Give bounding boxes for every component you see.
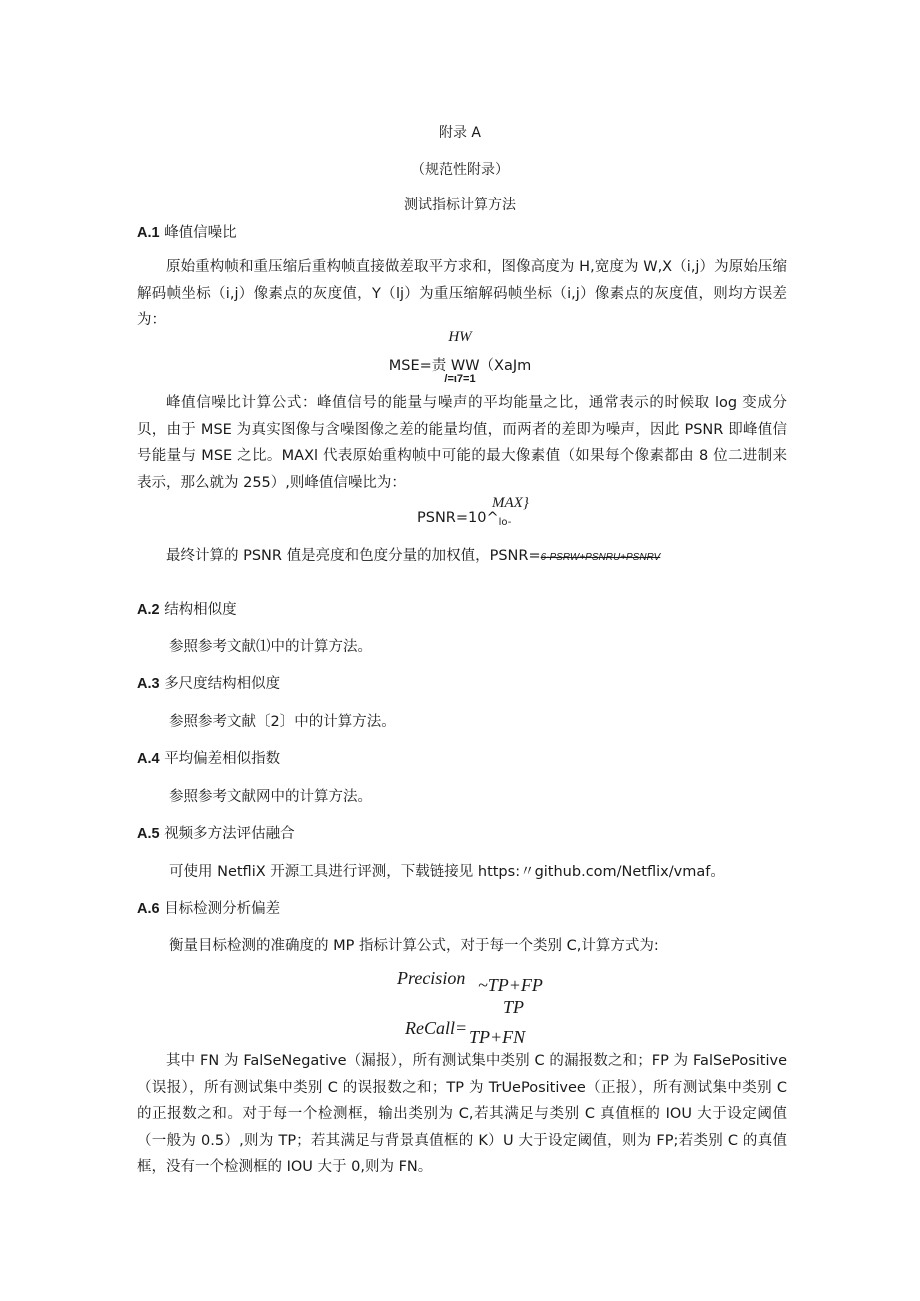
- recall-label: ReCall=: [405, 1018, 468, 1038]
- heading-a5: [137, 822, 295, 843]
- recall-denominator: TP+FN: [469, 1027, 526, 1047]
- a6-paragraph: 其中 FN 为 FalSeNegative（漏报），所有测试集中类别 C 的漏报数之和；FP 为 FalSePositive（误报），所有测试集中类别 C 的误报数之和；TP 为 TrUePositivee（正报），所有测试集中类别 C 的正报数之和。对于每一个检测框，输出类别为 C,若其满足与类别 C 真值框的 IOU 大于设定阈值（一般为 0.5）,则为 TP；若其满足与背景真值框的 K）U 大于设定阈值，则为 FP;若类别 C 的真值框，没有一个检测框的 IOU 大于 0,则为 FN。: [137, 1053, 787, 1175]
- heading-a3: [137, 672, 280, 693]
- a6-intro: 衡量目标检测的准确度的 MP 指标计算公式，对于每一个类别 C,计算方式为:: [169, 938, 659, 954]
- section-title: 测试指标计算方法: [404, 197, 516, 213]
- heading-a1: [137, 221, 237, 242]
- heading-a4-number: A.4: [137, 751, 160, 767]
- heading-a3-number: A.3: [137, 676, 160, 692]
- a2-text: 参照参考文献⑴中的计算方法。: [169, 639, 372, 655]
- heading-a4: [137, 747, 280, 768]
- psnr-formula-main: PSNR=10^: [417, 510, 499, 526]
- a4-text: 参照参考文献网中的计算方法。: [169, 789, 372, 805]
- appendix-type: （规范性附录）: [411, 162, 509, 178]
- heading-a5-number: A.5: [137, 826, 160, 842]
- heading-a5-title: 视频多方法评估融合: [164, 826, 295, 842]
- heading-a2-title: 结构相似度: [164, 602, 237, 618]
- heading-a6: [137, 897, 280, 918]
- mse-formula-upper-limits: HW: [448, 329, 472, 345]
- a1-paragraph-3: [137, 543, 837, 572]
- heading-a2-number: A.2: [137, 602, 160, 618]
- heading-a3-title: 多尺度结构相似度: [164, 676, 281, 692]
- psnr-formula-sub: lo-: [498, 517, 512, 528]
- appendix-title: 附录 A: [438, 125, 482, 141]
- heading-a4-title: 平均偏差相似指数: [164, 751, 281, 767]
- psnr-formula-numerator: MAX}: [492, 495, 529, 511]
- psnr-weighted-formula: 6-PSRW+PSNRU+PSNRV: [540, 552, 661, 563]
- heading-a2: [137, 598, 237, 619]
- mse-formula-lower-limits: /=ι7=1: [444, 373, 476, 385]
- a1-paragraph-3-text: 最终计算的 PSNR 值是亮度和色度分量的加权值，PSNR=: [166, 548, 541, 564]
- recall-numerator: TP: [503, 997, 525, 1017]
- a1-paragraph-2: 峰值信噪比计算公式：峰值信号的能量与噪声的平均能量之比，通常表示的时候取 log 变成分贝，由于 MSE 为真实图像与含噪图像之差的能量均值，而两者的差即为噪声，因此 PSNR 即峰值信号能量与 MSE 之比。MAXl 代表原始重构帧中可能的最大像素值（如果每个像素都由 8 位二进制来表示，那么就为 255）,则峰值信噪比为：: [137, 395, 787, 491]
- heading-a1-title: 峰值信噪比: [164, 225, 237, 241]
- precision-label: Precision: [397, 968, 466, 988]
- a3-text: 参照参考文献〔2〕中的计算方法。: [169, 714, 396, 730]
- heading-a6-number: A.6: [137, 901, 160, 917]
- psnr-formula: [417, 510, 511, 528]
- precision-denominator: ~TP+FP: [478, 975, 543, 995]
- mse-formula: MSE=责 WW（XaJm: [388, 358, 532, 374]
- heading-a1-number: A.1: [137, 225, 160, 241]
- heading-a6-title: 目标检测分析偏差: [164, 901, 281, 917]
- a5-text: 可使用 NetfliX 开源工具进行评测，下载链接见 https:〃github.com/Netflix/vmaf。: [169, 864, 725, 880]
- a1-paragraph-1: 原始重构帧和重压缩后重构帧直接做差取平方求和，图像高度为 H,宽度为 W,X（i,j）为原始压缩解码帧坐标（i,j）像素点的灰度值，Y（lj）为重压缩解码帧坐标（i,j）像素点的灰度值，则均方误差为：: [137, 259, 787, 328]
